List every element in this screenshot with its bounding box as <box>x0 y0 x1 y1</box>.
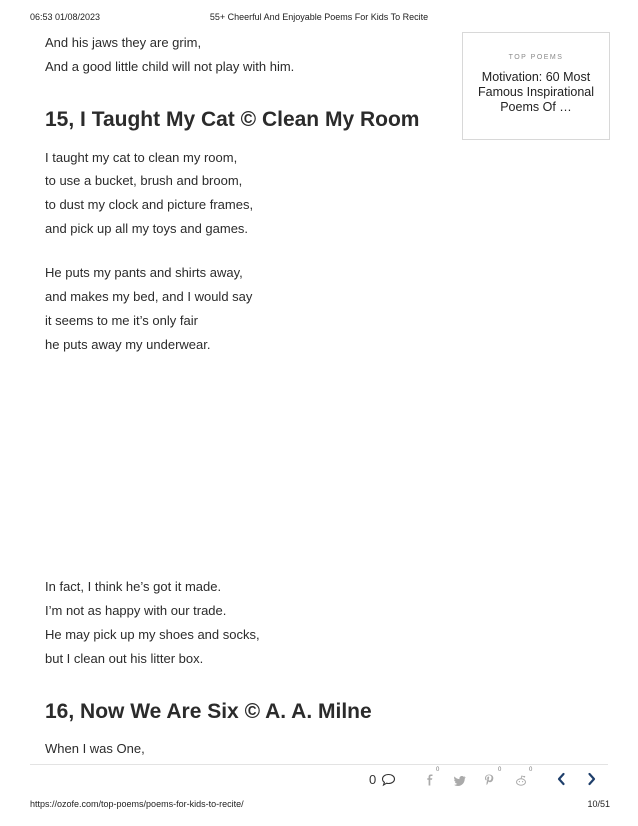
print-doc-title: 55+ Cheerful And Enjoyable Poems For Kids To Recite <box>209 12 429 22</box>
share-bar <box>0 765 638 795</box>
poem-line: In fact, I think he’s got it made. <box>45 579 222 594</box>
comment-count: 0 <box>369 772 377 787</box>
poem-line: He puts my pants and shirts away, <box>45 265 243 280</box>
poem-line: And his jaws they are grim, <box>45 35 202 50</box>
facebook-share-count: 0 <box>436 767 440 773</box>
poem-line: to dust my clock and picture frames, <box>45 197 254 212</box>
poem-line: I’m not as happy with our trade. <box>45 603 227 618</box>
top-poems-label: TOP POEMS <box>508 54 564 61</box>
pinterest-icon[interactable] <box>484 773 494 791</box>
poem-line: and pick up all my toys and games. <box>45 221 249 236</box>
print-page-number: 10/51 <box>587 799 610 809</box>
facebook-icon[interactable] <box>425 773 435 791</box>
pinterest-share-count: 0 <box>498 767 502 773</box>
poem-line: it seems to me it’s only fair <box>45 313 198 328</box>
poem-line: And a good little child will not play with him. <box>45 59 295 74</box>
poem-line: to use a bucket, brush and broom, <box>45 173 243 188</box>
poem-heading: 16, Now We Are Six © A. A. Milne <box>45 700 372 723</box>
top-poem-link[interactable]: Motivation: 60 Most Famous Inspirational Poems Of … <box>477 70 595 114</box>
poem-line: When I was One, <box>45 741 145 756</box>
twitter-icon[interactable] <box>454 773 466 791</box>
poem-heading: 15, I Taught My Cat © Clean My Room <box>45 108 420 131</box>
top-poems-widget <box>462 32 610 140</box>
poem-line: I taught my cat to clean my room, <box>45 150 238 165</box>
print-header <box>0 12 638 26</box>
poem-line: but I clean out his litter box. <box>45 651 204 666</box>
prev-page-arrow-icon[interactable] <box>556 772 566 791</box>
reddit-share-count: 0 <box>529 767 533 773</box>
poem-line: he puts away my underwear. <box>45 337 211 352</box>
print-datetime: 06:53 01/08/2023 <box>30 12 101 22</box>
comment-icon[interactable] <box>381 773 396 792</box>
reddit-icon[interactable] <box>515 773 527 791</box>
poem-line: He may pick up my shoes and socks, <box>45 627 260 642</box>
poem-line: and makes my bed, and I would say <box>45 289 253 304</box>
next-page-arrow-icon[interactable] <box>587 772 597 791</box>
print-url: https://ozofe.com/top-poems/poems-for-kids-to-recite/ <box>30 799 244 809</box>
print-footer <box>0 799 638 813</box>
